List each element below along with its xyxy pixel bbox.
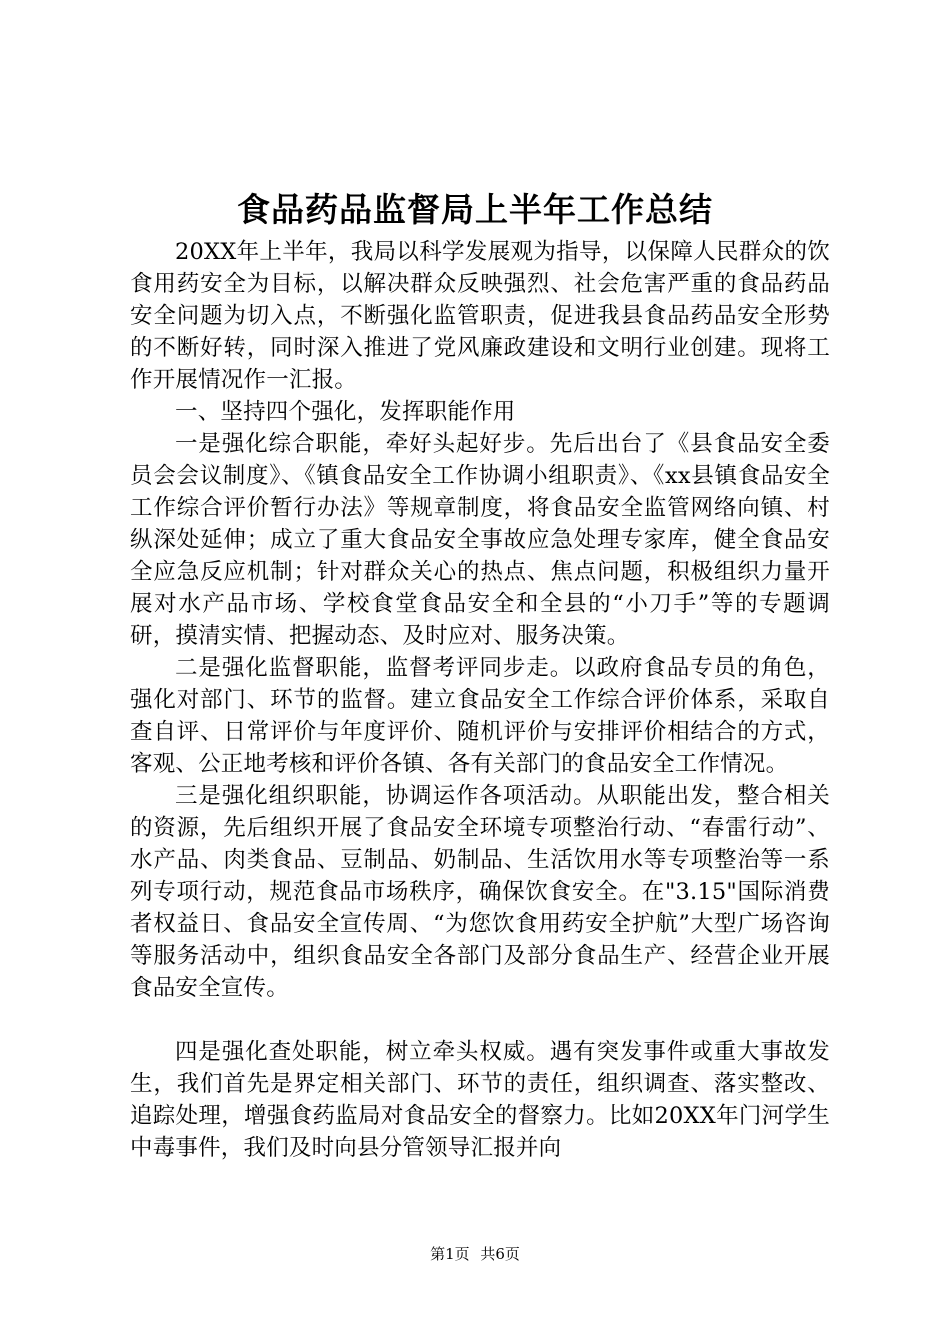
page-number: 第1页 xyxy=(430,1245,470,1263)
document-title: 食品药品监督局上半年工作总结 xyxy=(237,190,713,229)
page-footer xyxy=(0,1244,950,1264)
document-body xyxy=(130,236,830,1164)
paragraph-third: 三是强化组织职能，协调运作各项活动。从职能出发，整合相关的资源，先后组织开展了食品安全环境专项整治行动、“春雷行动”、水产品、肉类食品、豆制品、奶制品、生活饮用水等专项整治等一系列专项行动，规范食品市场秩序，确保饮食安全。在"3.15"国际消费者权益日、食品安全宣传周、“为您饮食用药安全护航”大型广场咨询等服务活动中，组织食品安全各部门及部分食品生产、经营企业开展食品安全宣传。 xyxy=(130,783,830,1001)
paragraph-intro: 20XX年上半年，我局以科学发展观为指导，以保障人民群众的饮食用药安全为目标，以解决群众反映强烈、社会危害严重的食品药品安全问题为切入点，不断强化监管职责，促进我县食品药品安全形势的不断好转，同时深入推进了党风廉政建设和文明行业创建。现将工作开展情况作一汇报。 xyxy=(130,239,830,393)
paragraph-fourth: 四是强化查处职能，树立牵头权威。遇有突发事件或重大事故发生，我们首先是界定相关部门、环节的责任，组织调查、落实整改、追踪处理，增强食药监局对食品安全的督察力。比如20XX年门河学生中毒事件，我们及时向县分管领导汇报并向 xyxy=(130,1039,830,1161)
paragraph-first: 一是强化综合职能，牵好头起好步。先后出台了《县食品安全委员会会议制度》、《镇食品安全工作协调小组职责》、《xx县镇食品安全工作综合评价暂行办法》等规章制度，将食品安全监管网络向镇、村纵深处延伸；成立了重大食品安全事故应急处理专家库，健全食品安全应急反应机制；针对群众关心的热点、焦点问题，积极组织力量开展对水产品市场、学校食堂食品安全和全县的“小刀手”等的专题调研，摸清实情、把握动态、及时应对、服务决策。 xyxy=(130,431,830,649)
section-heading: 一、坚持四个强化，发挥职能作用 xyxy=(175,399,516,425)
page-total: 共6页 xyxy=(480,1245,520,1263)
paragraph-second: 二是强化监督职能，监督考评同步走。以政府食品专员的角色，强化对部门、环节的监督。建立食品安全工作综合评价体系，采取自查自评、日常评价与年度评价、随机评价与安排评价相结合的方式，客观、公正地考核和评价各镇、各有关部门的食品安全工作情况。 xyxy=(130,655,830,777)
